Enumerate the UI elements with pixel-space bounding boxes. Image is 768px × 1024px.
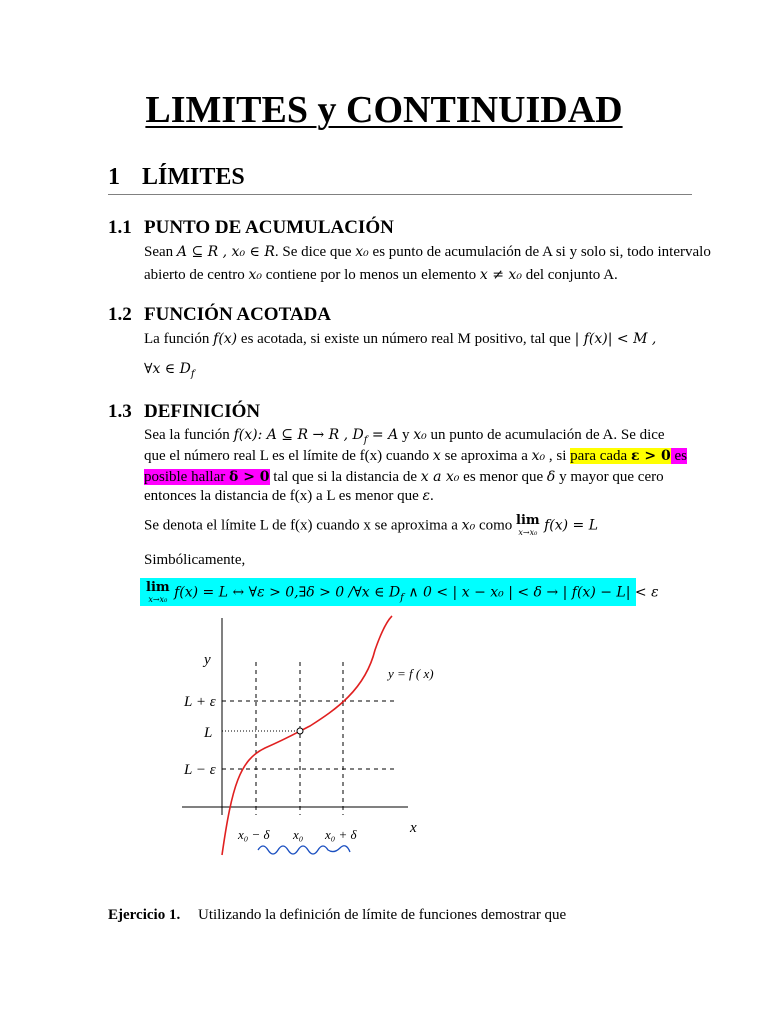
- text-run: tal que si la distancia de: [269, 469, 421, 485]
- y-axis-label: y: [204, 652, 211, 668]
- math-run: f(x) = L ↔ ∀ε > 0,∃δ > 0 /∀x ∈ D: [169, 584, 401, 601]
- paragraph-line: [144, 467, 704, 488]
- yellow-highlight: [570, 448, 671, 464]
- math-run: δ: [546, 469, 556, 485]
- subsection-number: 1.1: [108, 217, 132, 238]
- math-run: A ⊆ R , x₀ ∈ R: [176, 244, 275, 260]
- curve-label: y = f ( x): [388, 666, 434, 681]
- math-run: f(x): A ⊆ R → R , D: [233, 427, 364, 443]
- math-run: x₀: [355, 244, 369, 260]
- magenta-highlight: es: [670, 448, 687, 464]
- lim-subscript: x→x₀: [148, 595, 168, 604]
- symbolic-label: Simbólicamente,: [144, 552, 246, 568]
- math-run: ε: [422, 488, 431, 504]
- lim-word: lim: [146, 580, 170, 595]
- text-run: y: [398, 427, 414, 443]
- text-run: Sean: [144, 244, 177, 260]
- text-run: abierto de centro: [144, 267, 249, 283]
- x0-label: x₀: [293, 827, 304, 842]
- subsection-number: 1.2: [108, 304, 132, 325]
- limit-operator: [516, 514, 540, 538]
- section-heading-limites: [108, 164, 245, 191]
- math-run: x₀: [531, 448, 546, 464]
- text-run: entonces la distancia de f(x) a L es menor que: [144, 488, 423, 504]
- text-run: La función: [144, 331, 214, 347]
- exercise-label: Ejercicio 1.: [108, 907, 181, 923]
- text-run: posible hallar: [144, 469, 229, 485]
- l-label: L: [204, 725, 213, 741]
- subsection-number: 1.3: [108, 401, 132, 422]
- limit-notation-line: [144, 514, 704, 538]
- math-run: x ≠ x₀: [479, 267, 522, 283]
- math-run: ∀x ∈ D: [144, 361, 191, 377]
- magenta-highlight: [144, 469, 270, 485]
- text-run: . Se dice que: [274, 244, 356, 260]
- math-subscript: f: [363, 435, 368, 446]
- subsection-title: PUNTO DE ACUMULACIÓN: [144, 217, 394, 238]
- text-run: para cada: [570, 448, 631, 464]
- limit-definition-graph: [170, 610, 440, 870]
- paragraph-line: [144, 446, 704, 467]
- text-run: un punto de acumulación de A. Se dice: [426, 427, 665, 443]
- exercise-text: Utilizando la definición de límite de funciones demostrar que: [198, 907, 567, 923]
- text-run: Se denota el límite L de f(x) cuando x se aproxima a: [144, 517, 462, 534]
- subsection-heading-funcion-acotada: [108, 304, 331, 326]
- limit-formula: [146, 581, 706, 608]
- section-number: 1: [108, 164, 120, 190]
- x0-plus-delta-label: x₀ + δ: [325, 827, 357, 842]
- subsection-heading-definicion: [108, 401, 260, 423]
- text-run: y mayor que cero: [555, 469, 664, 485]
- text-run: se aproxima a: [440, 448, 532, 464]
- paragraph-line: [144, 329, 704, 350]
- subsection-heading-punto-acumulacion: [108, 217, 394, 239]
- lim-word: lim: [516, 513, 540, 528]
- limit-point: [297, 728, 303, 734]
- text-run: contiene por lo menos un elemento: [262, 267, 480, 283]
- math-run: f(x) = L: [539, 517, 599, 534]
- section-divider: [108, 194, 692, 195]
- limit-operator: [146, 581, 170, 605]
- text-run: Sea la función: [144, 427, 234, 443]
- page-title: LIMITES y CONTINUIDAD: [145, 89, 623, 131]
- paragraph-line: [144, 265, 704, 286]
- paragraph-line: [144, 242, 711, 263]
- math-run: f(x): [213, 331, 238, 347]
- text-run: que el número real L es el límite de f(x) cuando: [144, 448, 433, 464]
- text-run: , si: [545, 448, 571, 464]
- l-minus-epsilon-label: L − ε: [184, 762, 216, 778]
- text-run: como: [475, 517, 517, 534]
- math-run: ε > 0: [630, 448, 671, 464]
- math-run: = A: [367, 427, 399, 443]
- text-run: es punto de acumulación de A si y solo si, todo intervalo: [368, 244, 711, 260]
- math-run: x₀: [248, 267, 263, 283]
- x-axis-label: x: [410, 820, 417, 836]
- math-run: ∧ 0 < | x − x₀ | < δ → | f(x) − L| < ε: [403, 584, 659, 601]
- subsection-title: FUNCIÓN ACOTADA: [144, 304, 332, 325]
- lim-subscript: x→x₀: [518, 528, 538, 537]
- math-run: x: [432, 448, 441, 464]
- paragraph-line: [144, 486, 704, 507]
- math-run: δ > 0: [228, 469, 270, 485]
- math-subscript: f: [190, 369, 195, 380]
- section-title: LÍMITES: [142, 164, 245, 190]
- handwritten-scribble: [258, 846, 350, 854]
- text-run: es acotada, si existe un número real M positivo, tal que: [237, 331, 575, 347]
- text-run: .: [430, 488, 434, 504]
- x0-minus-delta-label: x₀ − δ: [238, 827, 270, 842]
- subsection-title: DEFINICIÓN: [144, 401, 261, 422]
- math-run: x₀: [461, 517, 476, 534]
- math-subscript: f: [400, 592, 404, 604]
- function-curve: [222, 616, 392, 855]
- text-run: es menor que: [459, 469, 547, 485]
- math-run: x a x₀: [420, 469, 460, 485]
- exercise-line: [108, 907, 566, 924]
- math-run: x₀: [413, 427, 427, 443]
- paragraph-line: [144, 359, 704, 385]
- math-run: | f(x)| < M ,: [574, 331, 657, 347]
- l-plus-epsilon-label: L + ε: [184, 694, 216, 710]
- text-run: del conjunto A.: [521, 267, 618, 283]
